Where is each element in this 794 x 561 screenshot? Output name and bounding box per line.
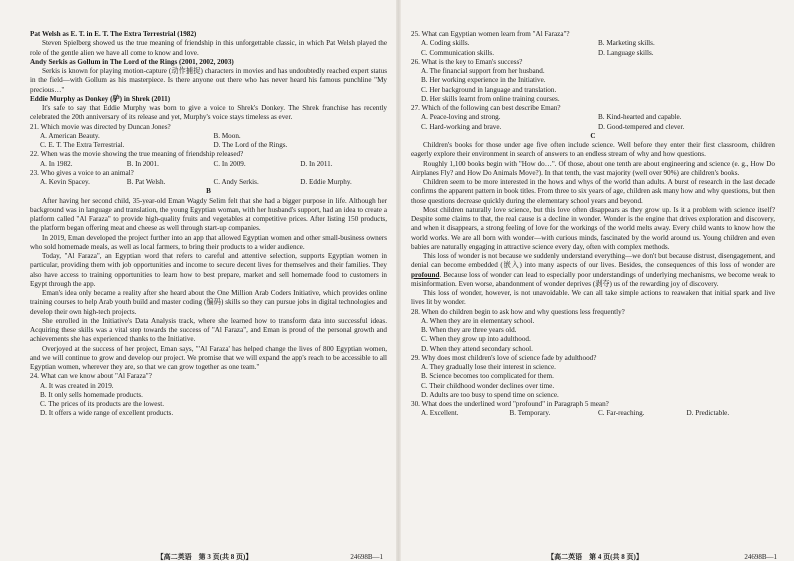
question-26-options: [411, 67, 775, 104]
option: A. Kevin Spacey.: [40, 178, 90, 186]
question-27: 27. Which of the following can best describe Eman?: [411, 104, 561, 112]
left-page: [14, 0, 395, 561]
option: C. Their childhood wonder declines over time.: [421, 381, 555, 390]
exam-code: 24698B—1: [744, 553, 777, 561]
exam-code: 24698B—1: [350, 553, 383, 561]
passage-b-paragraph-5: She enrolled in the Initiative's Data Analysis track, where she learned how to transform data into successful ideas. Acquiring these skills was a vital step towards the success of "Al Faraza", and Eman is proud of the personal growth and achievements she has experienced thanks to the Initiative.: [30, 316, 387, 344]
question-30-options: [411, 409, 775, 418]
question-23-options: [30, 178, 387, 187]
option: B. Temporary.: [509, 409, 551, 418]
right-page: [401, 0, 789, 561]
question-22-options: [30, 160, 387, 169]
option: D. In 2011.: [300, 159, 333, 168]
option: D. Adults are too busy to spend time on science.: [421, 390, 559, 399]
passage-a-paragraph-2: Serkis is known for playing motion-capture (动作捕捉) characters in movies and has undoubtedly reached expert status in the field—with Gollum as his masterpiece. Is there anyone out there who has never heard his famous punchline "My precious…": [30, 67, 387, 94]
question-22: 22. When was the movie showing the true meaning of friendship released?: [30, 150, 244, 159]
section-b-heading: B: [206, 187, 211, 196]
question-21: 21. Which movie was directed by Duncan Jones?: [30, 122, 171, 131]
question-28-options: [411, 317, 775, 354]
passage-b-paragraph-2: In 2019, Eman developed the project further into an app that allowed Egyptian women and other small-business owners who sold homemade meals, as well as local farmers, to bring their products to a wider audience.: [30, 233, 387, 251]
passage-a-heading-1: Pat Welsh as E. T. in E. T. The Extra Terrestrial (1982): [30, 30, 197, 38]
option: D. Language skills.: [598, 48, 654, 57]
option: C. E. T. The Extra Terrestrial.: [40, 141, 125, 149]
passage-b-paragraph-1: After having her second child, 35-year-old Eman Wagdy Selim felt that she had a bigger purpose in life. Although her background was in language and translation, the young Egyptian woman, with her husband's support, had an idea to create a platform called "Al Faraza" to provide high-quality fruits and vegetables at competitive prices. After listing 150 products, the platform began offering meat and cheese as well through start-up companies.: [30, 196, 387, 233]
passage-c-paragraph-2: Roughly 1,100 books begin with "How do…". Of those, about one tenth are about engineering and science (e. g., How Do Airplanes Fly? and How Do Animals Move?). In that tenth, the vast majority (well over 90%) are children's books.: [411, 159, 775, 177]
option: C. Communication skills.: [421, 48, 494, 57]
question-30: 30. What does the underlined word "profound" in Paragraph 5 mean?: [411, 400, 609, 408]
option: D. It offers a wide range of excellent products.: [40, 409, 174, 418]
option: D. The Lord of the Rings.: [213, 141, 288, 149]
passage-c-paragraph-6: This loss of wonder, however, is not unavoidable. We can all take simple actions to reawaken that initial spark and live lives lit by wonder.: [411, 289, 775, 307]
question-23: 23. Who gives a voice to an animal?: [30, 168, 134, 177]
paragraph-text: This loss of wonder is not because we suddenly understand everything—we don't but because distrust, disengagement, and denial can become embedded (嵌入) into many aspects of our lives. Besides, the consequences of this loss of wonder are: [411, 252, 775, 270]
option: B. Pat Welsh.: [126, 178, 166, 186]
option: D. Good-tempered and clever.: [598, 122, 685, 131]
question-21-options: [30, 132, 387, 151]
option: C. Far-reaching.: [598, 409, 645, 418]
option: B. When they are three years old.: [421, 326, 517, 334]
option: B. Her working experience in the Initiative.: [421, 76, 546, 85]
option: C. Hard-working and brave.: [421, 122, 502, 131]
option: C. When they grow up into adulthood.: [421, 335, 531, 344]
option: A. The financial support from her husband.: [421, 67, 545, 75]
question-27-options: [411, 113, 775, 132]
option: D. When they attend secondary school.: [421, 344, 533, 353]
question-28: 28. When do children begin to ask how and why questions less frequently?: [411, 307, 625, 316]
question-24: 24. What can we know about "Al Faraza"?: [30, 372, 152, 381]
option: D. Predictable.: [686, 409, 730, 418]
paragraph-text: . Because loss of wonder can lead to especially poor understandings of underlying mechanisms, we become weak to misinformation. Even worse, abandonment of wonder deprives (剥夺) us of the rewarding joy of discovery.: [411, 270, 775, 288]
option: A. Coding skills.: [421, 39, 470, 48]
option: A. When they are in elementary school.: [421, 316, 535, 325]
passage-b-paragraph-6: Overjoyed at the success of her project, Eman says, "'Al Faraza' has helped change the lives of 800 Egyptian women, and we will continue to grow and develop our project. We promise that we will expand the app's reach to be accessible to all Egyptian women, wherever they are, so that we can grow together as one team.": [30, 344, 387, 371]
page-number: 【高二英语 第 3 页(共 8 页)】: [156, 553, 253, 561]
option: A. They gradually lose their interest in science.: [421, 363, 556, 371]
option: B. It only sells homemade products.: [40, 390, 143, 399]
passage-c-paragraph-5: [411, 252, 775, 289]
option: B. Science becomes too complicated for them.: [421, 372, 554, 381]
passage-c-paragraph-1: Children's books for those under age five often include science. Well before they enter their first classroom, children eagerly explore their environment in search of answers to an endless stream of why and how questions.: [411, 141, 775, 159]
option: A. American Beauty.: [40, 131, 100, 140]
passage-b-paragraph-4: Eman's idea only became a reality after she heard about the One Million Arab Coders Initiative, which provides online training courses to help Arab youth build and master coding (编码) skills so they can pursue jobs in digital technologies and develop their own high-tech projects.: [30, 289, 387, 316]
section-c-heading: C: [590, 131, 596, 140]
underlined-word: profound: [411, 270, 440, 279]
page-number: 【高二英语 第 4 页(共 8 页)】: [547, 553, 643, 561]
passage-b-paragraph-3: Today, "Al Faraza", an Egyptian word that refers to careful and attentive selection, supports Egyptian women in particular, providing them with job opportunities and income to secure decent lives for themselves and their families. They also have access to training opportunities to learn how to best prepare, market and sell homemade food to customers in Egypt through the app.: [30, 252, 387, 288]
question-26: 26. What is the key to Eman's success?: [411, 57, 523, 66]
option: C. In 2009.: [213, 159, 246, 168]
passage-c-paragraph-3: Children seem to be more interested in the hows and whys of the world than adults. A burst of research in the last decade confirms the apparent pattern in book titles. From three to six years of age, children ask many how and why questions, but then those questions decrease quickly during the elementary school years and beyond.: [411, 178, 775, 205]
option: C. Her background in language and translation.: [421, 85, 557, 94]
option: C. Andy Serkis.: [213, 178, 259, 186]
question-24-options: [30, 382, 387, 419]
question-25-options: [411, 39, 775, 58]
option: A. In 1982.: [40, 159, 73, 168]
question-29-options: [411, 363, 775, 400]
option: A. It was created in 2019.: [40, 381, 114, 390]
option: A. Excellent.: [421, 409, 459, 418]
option: B. Moon.: [213, 131, 241, 140]
passage-a-heading-2: Andy Serkis as Gollum in The Lord of the Rings (2001, 2002, 2003): [30, 57, 234, 66]
question-29: 29. Why does most children's love of science fade by adulthood?: [411, 353, 597, 362]
passage-a-heading-3: Eddie Murphy as Donkey (驴) in Shrek (2011): [30, 94, 171, 103]
option: A. Peace-loving and strong.: [421, 113, 501, 122]
option: D. Eddie Murphy.: [300, 178, 352, 186]
question-25: 25. What can Egyptian women learn from "Al Faraza"?: [411, 30, 570, 38]
option: B. Kind-hearted and capable.: [598, 113, 682, 122]
option: B. Marketing skills.: [598, 39, 655, 48]
passage-a-paragraph-1: Steven Spielberg showed us the true meaning of friendship in this unforgettable classic, in which Pat Welsh played the role of the gentle alien we have all come to know and love.: [30, 39, 387, 57]
option: D. Her skills learnt from online training courses.: [421, 94, 560, 103]
option: B. In 2001.: [126, 159, 159, 168]
option: C. The prices of its products are the lowest.: [40, 400, 165, 408]
passage-a-paragraph-3: It's safe to say that Eddie Murphy was born to give a voice to Shrek's Donkey. The Shrek franchise has recently celebrated the 20th anniversary of its release and yet, Murphy's voice stays timeless as ever.: [30, 104, 387, 122]
passage-c-paragraph-4: Most children naturally love science, but this love often disappears as they grow up. Is it a problem with science itself? Despite some claims to that, the real cause is a decline in wonder. Wonder is the engine that drives exploration and discovery, and when it disappears, a strong feeling of love for the workings of the world melts away. Every child wants to know how the world works. We are all born with wonder—with curious minds, fascinated by the world around us. Young children and even babies are naturally engaging in attractive science every day, often with complex methods.: [411, 205, 775, 251]
